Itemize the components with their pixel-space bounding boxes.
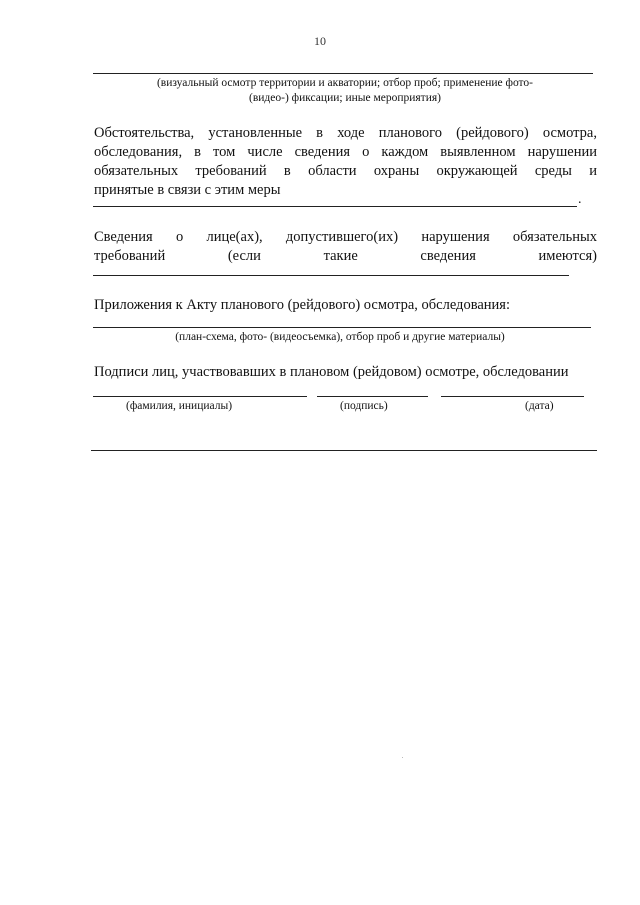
inspection-methods-caption-line2: (видео-) фиксации; иные мероприятия) [249,92,441,104]
signatures-title: Подписи лиц, участвовавших в плановом (рейдовом) осмотре, обследовании [94,364,569,380]
signature-date-line [441,396,584,397]
page-number: 10 [314,34,326,48]
circumstances-fill-line [93,206,577,207]
circumstances-paragraph [94,124,597,200]
attachments-fill-line [93,327,591,328]
circumstances-line-2: обследования, в том числе сведения о каждом выявленном нарушении [94,144,597,160]
circumstances-end-dot: . [578,192,582,207]
violators-paragraph [94,228,597,266]
inspection-methods-caption-line1: (визуальный осмотр территории и акватории; отбор проб; применение фото- [156,77,534,89]
scan-speck [402,757,403,758]
signature-name-line [93,396,307,397]
signature-sign-line [317,396,428,397]
circumstances-line-3: обязательных требований в области охраны окружающей среды и [94,163,597,179]
violators-line-2: требований (если такие сведения имеются) [94,248,597,264]
circumstances-line-1: Обстоятельства, установленные в ходе планового (рейдового) осмотра, [94,125,597,141]
circumstances-line-4: принятые в связи с этим меры [94,182,281,198]
violators-line-1: Сведения о лице(ах), допустившего(их) нарушения обязательных [94,229,597,245]
inspection-methods-line [93,73,593,74]
attachments-caption: (план-схема, фото- (видеосъемка), отбор проб и другие материалы) [175,331,505,343]
violators-fill-line [93,275,569,276]
signature-sign-caption: (подпись) [340,400,388,412]
signature-date-caption: (дата) [525,400,554,412]
closing-line [91,450,597,451]
signature-name-caption: (фамилия, инициалы) [126,400,233,412]
attachments-title: Приложения к Акту планового (рейдового) осмотра, обследования: [94,297,510,313]
